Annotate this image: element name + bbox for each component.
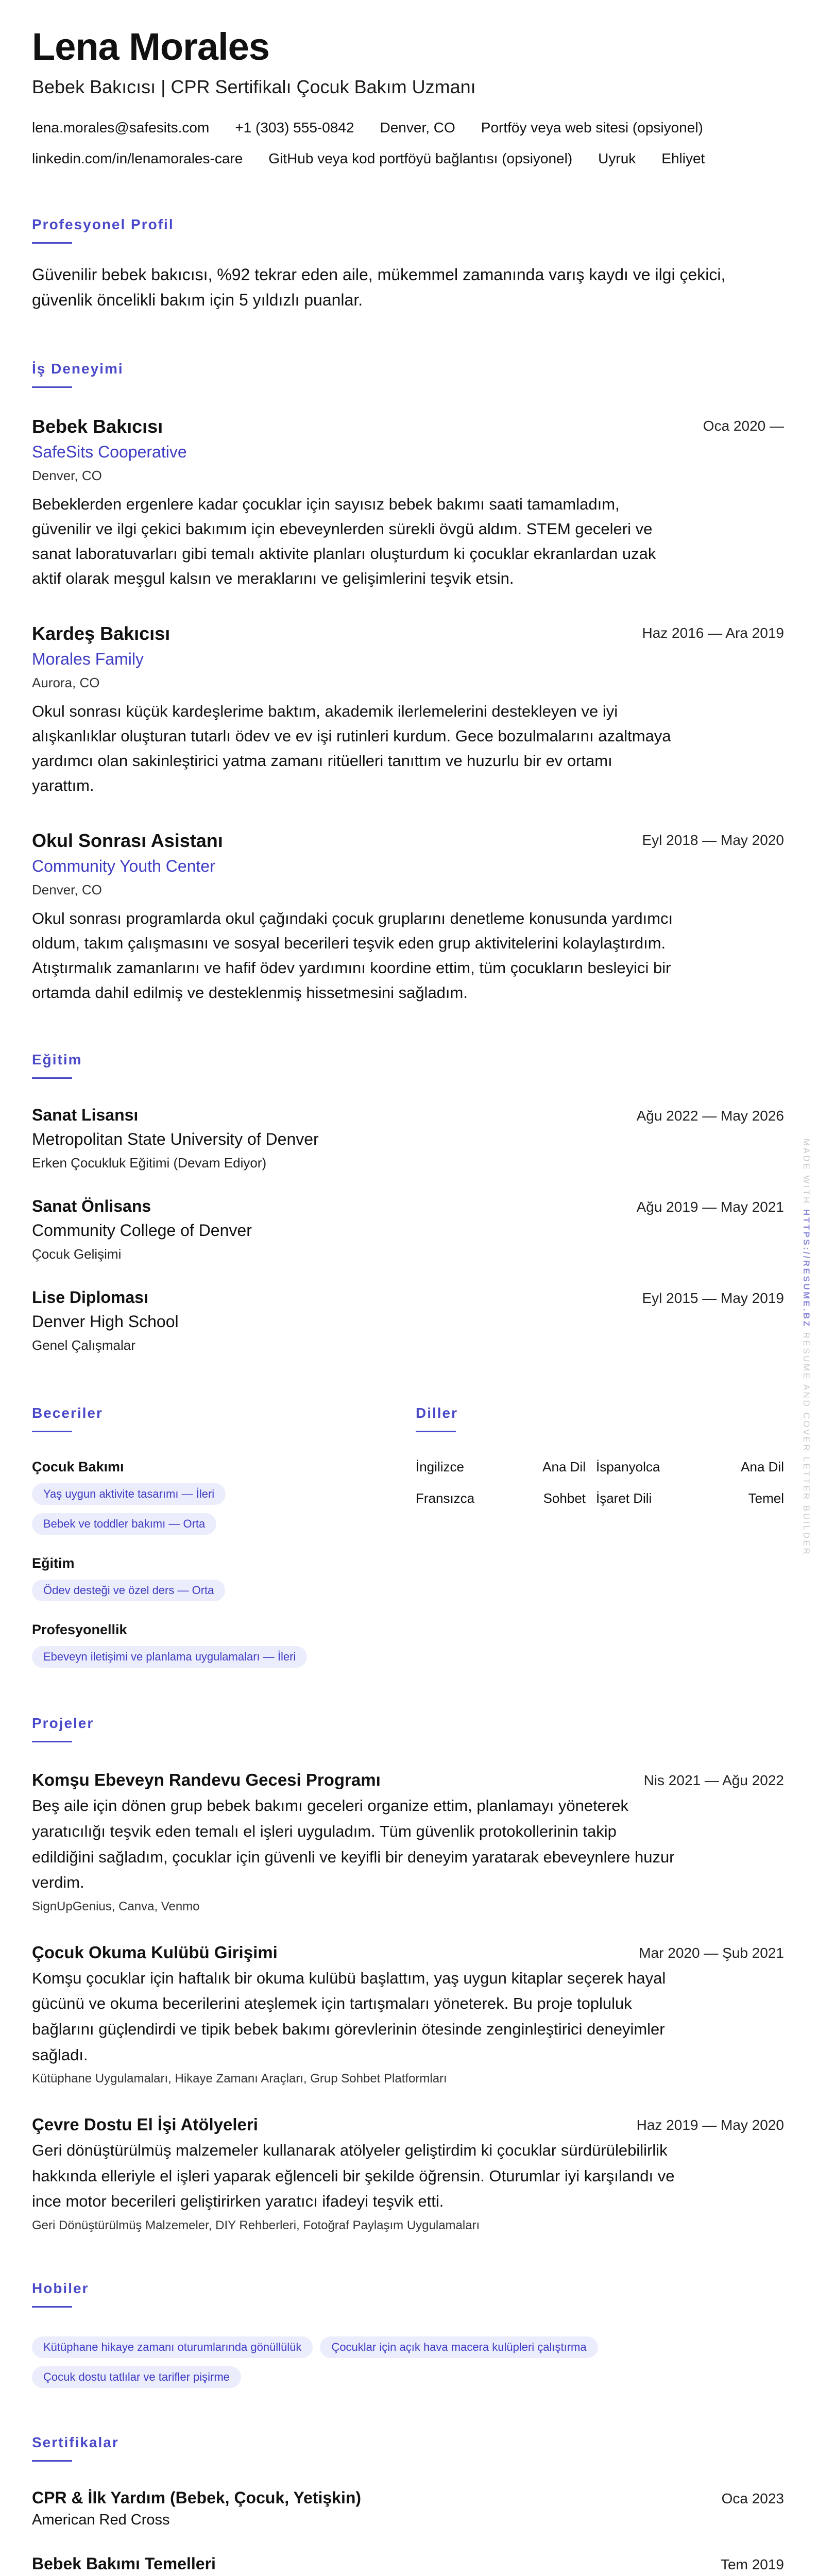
experience-date: Eyl 2018 — May 2020 — [642, 832, 784, 849]
section-rule — [32, 2306, 72, 2308]
skill-category: Eğitim — [32, 1555, 75, 1571]
skill-tag: Yaş uygun aktivite tasarımı — İleri — [32, 1483, 226, 1505]
skill-tag: Ödev desteği ve özel ders — Orta — [32, 1580, 225, 1601]
section-rule — [32, 386, 72, 388]
hobby-tag: Çocuklar için açık hava macera kulüpleri çalıştırma — [320, 2336, 598, 2358]
experience-description: Okul sonrası küçük kardeşlerime baktım, akademik ilerlemelerini destekleyen ve iyi alışkanlıklar oluşturan tutarlı ödev ve ev işi rutinleri kurdum. Gece bozulmalarını azaltmaya yardımcı olan sakinleştirici yatma zamanı ritüelleri tanıttım ve huzurlu bir ev ortamı yarattım. — [32, 702, 671, 795]
education-entry — [32, 1197, 784, 1262]
section-title-profile: Profesyonel Profil — [32, 216, 174, 232]
education-date: Ağu 2022 — May 2026 — [636, 1108, 784, 1124]
skill-tags — [32, 1638, 416, 1668]
project-tools: Kütüphane Uygulamaları, Hikaye Zamanı Araçları, Grup Sohbet Platformları — [32, 2072, 447, 2086]
builder-watermark — [801, 1139, 811, 1556]
project-entry — [32, 2115, 784, 2233]
experience-entry — [32, 830, 784, 1005]
education-school: Denver High School — [32, 1312, 179, 1331]
experience-role: Okul Sonrası Asistanı — [32, 830, 223, 852]
language-name: İspanyolca — [596, 1459, 660, 1475]
section-rule — [416, 1431, 456, 1432]
section-rule — [32, 1077, 72, 1079]
section-rule — [32, 2460, 72, 2462]
education-degree: Lise Diploması — [32, 1288, 148, 1307]
language-level: Sohbet — [543, 1490, 586, 1506]
contact-phone[interactable]: +1 (303) 555-0842 — [235, 119, 354, 135]
contact-github: GitHub veya kod portföyü bağlantısı (opsiyonel) — [268, 150, 573, 166]
skill-category: Profesyonellik — [32, 1622, 127, 1638]
education-school: Community College of Denver — [32, 1221, 252, 1240]
education-school: Metropolitan State University of Denver — [32, 1130, 319, 1149]
contact-license: Ehliyet — [661, 150, 705, 166]
profile-summary: Güvenilir bebek bakıcısı, %92 tekrar eden aile, mükemmel zamanında varış kaydı ve ilgi çekici, güvenlik öncelikli bakım için 5 yıldızlı puanlar. — [32, 265, 726, 310]
contact-portfolio: Portföy veya web sitesi (opsiyonel) — [481, 119, 703, 135]
skills-languages-row — [32, 1405, 784, 1668]
education-date: Eyl 2015 — May 2019 — [642, 1290, 784, 1307]
project-entry — [32, 1770, 784, 1913]
language-level: Ana Dil — [741, 1459, 784, 1475]
skill-tag: Ebeveyn iletişimi ve planlama uygulamaları — İleri — [32, 1646, 307, 1668]
certificate-name: Bebek Bakımı Temelleri — [32, 2554, 216, 2573]
contact-nationality: Uyruk — [598, 150, 636, 166]
watermark-link[interactable]: HTTPS://RESUME.BZ — [802, 1209, 811, 1328]
project-name: Komşu Ebeveyn Randevu Gecesi Programı — [32, 1770, 381, 1790]
contact-linkedin[interactable]: linkedin.com/in/lenamorales-care — [32, 150, 243, 166]
education-degree: Sanat Lisansı — [32, 1106, 139, 1125]
experience-description: Okul sonrası programlarda okul çağındaki çocuk gruplarını denetleme konusunda yardımcı oldum, takım çalışmasını ve sosyal becerileri teşvik eden grup aktivitelerini kolaylaştırdım. Atıştırmalık zamanlarını ve hafif ödev yardımını koordine ettim, tüm çocukların besleyici bir ortamda dahil edilmiş ve desteklenmiş hissetmesini sağladım. — [32, 909, 673, 1002]
education-degree: Sanat Önlisans — [32, 1197, 151, 1216]
experience-location: Denver, CO — [32, 882, 102, 898]
language-list — [416, 1459, 784, 1506]
certificate-date: Oca 2023 — [721, 2490, 784, 2506]
skill-category: Çocuk Bakımı — [32, 1459, 124, 1475]
section-title-experience: İş Deneyimi — [32, 360, 124, 377]
project-entry — [32, 1943, 784, 2086]
watermark-suffix: RESUME AND COVER LETTER BUILDER — [802, 1332, 811, 1556]
section-title-certificates: Sertifikalar — [32, 2434, 119, 2450]
experience-location: Denver, CO — [32, 467, 102, 483]
section-title-projects: Projeler — [32, 1715, 94, 1732]
certificate-date: Tem 2019 — [721, 2556, 784, 2572]
language-name: Fransızca — [416, 1490, 475, 1506]
skill-tags — [32, 1571, 416, 1601]
hobby-tag: Çocuk dostu tatlılar ve tarifler pişirme — [32, 2366, 241, 2388]
experience-date: Haz 2016 — Ara 2019 — [642, 625, 784, 641]
resume-content — [32, 27, 784, 2576]
section-rule — [32, 1741, 72, 1742]
education-field: Erken Çocukluk Eğitimi (Devam Ediyor) — [32, 1155, 267, 1171]
section-rule — [32, 242, 72, 244]
language-name: İşaret Dili — [596, 1490, 652, 1506]
education-field: Genel Çalışmalar — [32, 1337, 135, 1353]
project-date: Haz 2019 — May 2020 — [636, 2117, 784, 2133]
resume-header — [32, 27, 784, 167]
contact-list — [32, 120, 774, 167]
experience-location: Aurora, CO — [32, 675, 100, 691]
language-name: İngilizce — [416, 1459, 464, 1475]
certificate-entry — [32, 2554, 784, 2576]
language-level: Temel — [748, 1490, 784, 1506]
education-entry — [32, 1106, 784, 1171]
project-name: Çocuk Okuma Kulübü Girişimi — [32, 1942, 278, 1962]
certificate-issuer: American Red Cross — [32, 2511, 170, 2528]
language-level: Ana Dil — [542, 1459, 586, 1475]
project-tools: SignUpGenius, Canva, Venmo — [32, 1899, 200, 1913]
project-name: Çevre Dostu El İşi Atölyeleri — [32, 2115, 258, 2134]
experience-description: Bebeklerden ergenlere kadar çocuklar için sayısız bebek bakımı saati tamamladım, güvenilir ve ilgi çekici bakımım için ebeveynlerden sürekli övgü aldım. STEM geceleri ve sanat laboratuvarları gibi temalı aktivite planları oluşturdum ki çocuklar ekranlardan uzak aktif olarak meşgul kalsın ve meraklarını ve gelişimlerini teşvik etsin. — [32, 495, 656, 588]
experience-role: Kardeş Bakıcısı — [32, 623, 171, 645]
languages-section — [416, 1405, 784, 1668]
section-title-hobbies: Hobiler — [32, 2280, 89, 2296]
experience-entry — [32, 623, 784, 798]
experience-entry — [32, 416, 784, 591]
project-description: Geri dönüştürülmüş malzemeler kullanarak atölyeler geliştirdim ki çocuklar sürdürülebilirlik hakkında elleriyle el işleri yaparak eğlenceli bir şekilde öğrensin. Oturumlar iyi karşılandı ve ince motor becerileri geliştirirken yaratıcı ifadeyi teşvik etti. — [32, 2141, 675, 2211]
hobby-tag: Kütüphane hikaye zamanı oturumlarında gönüllülük — [32, 2336, 313, 2358]
skill-tags — [32, 1475, 416, 1535]
section-rule — [32, 1431, 72, 1432]
project-date: Mar 2020 — Şub 2021 — [639, 1944, 784, 1961]
experience-company: SafeSits Cooperative — [32, 442, 187, 461]
section-title-education: Eğitim — [32, 1052, 82, 1068]
contact-email[interactable]: lena.morales@safesits.com — [32, 119, 210, 135]
project-date: Nis 2021 — Ağu 2022 — [643, 1772, 784, 1789]
watermark-prefix: MADE WITH — [802, 1139, 811, 1205]
education-date: Ağu 2019 — May 2021 — [636, 1199, 784, 1215]
project-description: Beş aile için dönen grup bebek bakımı geceleri organize ettim, planlamayı yöneterek yaratıcılığı teşvik eden temalı el işleri uyguladım. Tüm güvenlik protokollerinin takip edildiğini sağladım, çocuklar için güvenli ve keyifli bir deneyim yaratarak ebeveynlere huzur verdim. — [32, 1797, 675, 1892]
education-field: Çocuk Gelişimi — [32, 1246, 122, 1262]
skills-section — [32, 1405, 416, 1668]
certificate-entry — [32, 2488, 784, 2529]
hobby-tags — [32, 2328, 774, 2388]
project-description: Komşu çocuklar için haftalık bir okuma kulübü başlattım, yaş uygun kitaplar seçerek hayal gücünü ve okuma becerilerini ateşlemek için tartışmaları yöneterek. Bu proje topluluk bağlarını güçlendirdi ve tipik bebek bakımı görevlerinin ötesinde zenginleştirici deneyimler sağladı. — [32, 1969, 666, 2064]
candidate-headline: Bebek Bakıcısı | CPR Sertifikalı Çocuk Bakım Uzmanı — [32, 76, 476, 97]
project-tools: Geri Dönüştürülmüş Malzemeler, DIY Rehberleri, Fotoğraf Paylaşım Uygulamaları — [32, 2218, 480, 2232]
section-title-skills: Beceriler — [32, 1405, 103, 1421]
section-title-languages: Diller — [416, 1405, 458, 1421]
contact-location: Denver, CO — [380, 119, 455, 135]
skill-tag: Bebek ve toddler bakımı — Orta — [32, 1513, 216, 1535]
experience-date: Oca 2020 — — [703, 417, 784, 434]
experience-company: Community Youth Center — [32, 857, 215, 876]
experience-company: Morales Family — [32, 650, 144, 669]
experience-role: Bebek Bakıcısı — [32, 415, 163, 437]
education-entry — [32, 1288, 784, 1353]
candidate-name: Lena Morales — [32, 25, 269, 68]
certificate-name: CPR & İlk Yardım (Bebek, Çocuk, Yetişkin) — [32, 2488, 362, 2507]
